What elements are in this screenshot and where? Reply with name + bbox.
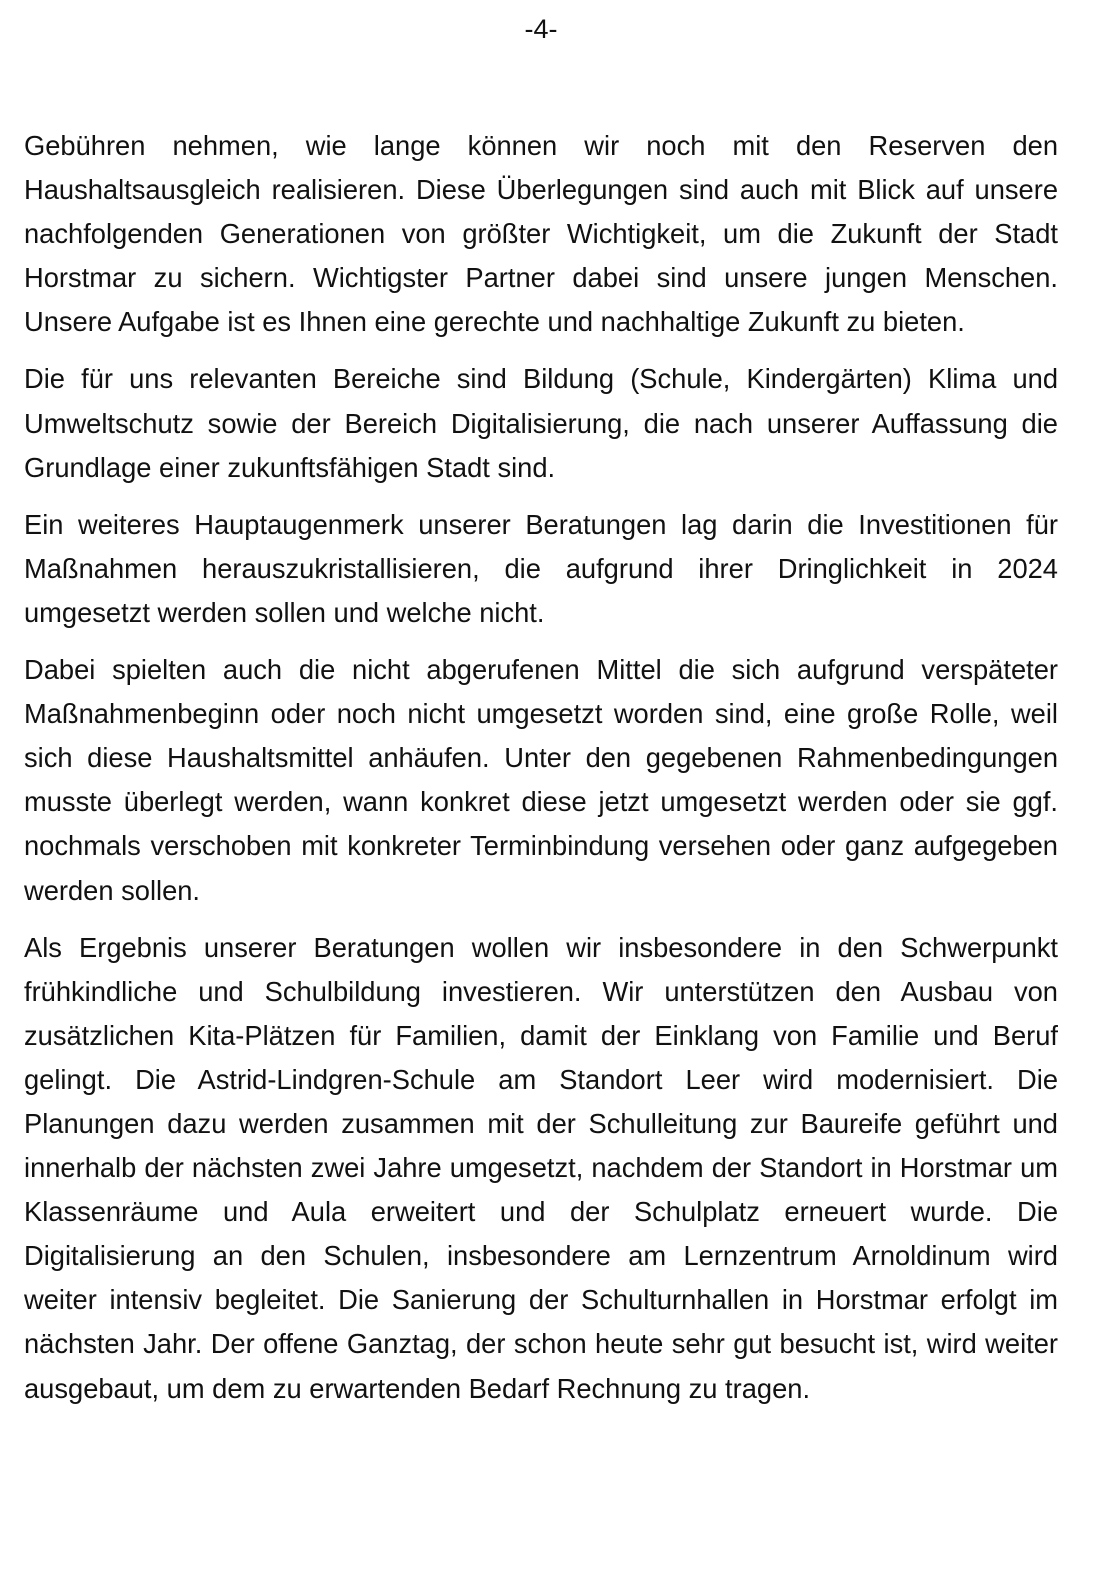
paragraph-1: Gebühren nehmen, wie lange können wir noch mit den Reserven den Haushaltsausgleich realisieren. Diese Überlegungen sind auch mit Blick auf unsere nachfolgenden Generationen von größter Wichtigkeit, um die Zukunft der Stadt Horstmar zu sichern. Wichtigster Partner dabei sind unsere jungen Menschen. Unsere Aufgabe ist es Ihnen eine gerechte und nachhaltige Zukunft zu bieten. <box>24 130 1058 338</box>
document-body <box>24 124 1058 1424</box>
paragraph-4: Dabei spielten auch die nicht abgerufenen Mittel die sich aufgrund verspäteter Maßnahmenbeginn oder noch nicht umgesetzt worden sind, eine große Rolle, weil sich diese Haushaltsmittel anhäufen. Unter den gegebenen Rahmenbedingungen musste überlegt werden, wann konkret diese jetzt umgesetzt werden oder sie ggf. nochmals verschoben mit konkreter Terminbindung versehen oder ganz aufgegeben werden sollen. <box>24 654 1058 906</box>
page-number: -4- <box>524 14 558 44</box>
paragraph-2: Die für uns relevanten Bereiche sind Bildung (Schule, Kindergärten) Klima und Umweltschutz sowie der Bereich Digitalisierung, die nach unserer Auffassung die Grundlage einer zukunftsfähigen Stadt sind. <box>24 363 1058 483</box>
paragraph-5: Als Ergebnis unserer Beratungen wollen wir insbesondere in den Schwerpunkt frühkindliche und Schulbildung investieren. Wir unterstützen den Ausbau von zusätzlichen Kita-Plätzen für Familien, damit der Einklang von Familie und Beruf gelingt. Die Astrid-Lindgren-Schule am Standort Leer wird modernisiert. Die Planungen dazu werden zusammen mit der Schulleitung zur Baureife geführt und innerhalb der nächsten zwei Jahre umgesetzt, nachdem der Standort in Horstmar um Klassenräume und Aula erweitert und der Schulplatz erneuert wurde. Die Digitalisierung an den Schulen, insbesondere am Lernzentrum Arnoldinum wird weiter intensiv begleitet. Die Sanierung der Schulturnhallen in Horstmar erfolgt im nächsten Jahr. Der offene Ganztag, der schon heute sehr gut besucht ist, wird weiter ausgebaut, um dem zu erwartenden Bedarf Rechnung zu tragen. <box>24 931 1058 1404</box>
paragraph-3: Ein weiteres Hauptaugenmerk unserer Beratungen lag darin die Investitionen für Maßnahmen herauszukristallisieren, die aufgrund ihrer Dringlichkeit in 2024 umgesetzt werden sollen und welche nicht. <box>24 508 1058 628</box>
